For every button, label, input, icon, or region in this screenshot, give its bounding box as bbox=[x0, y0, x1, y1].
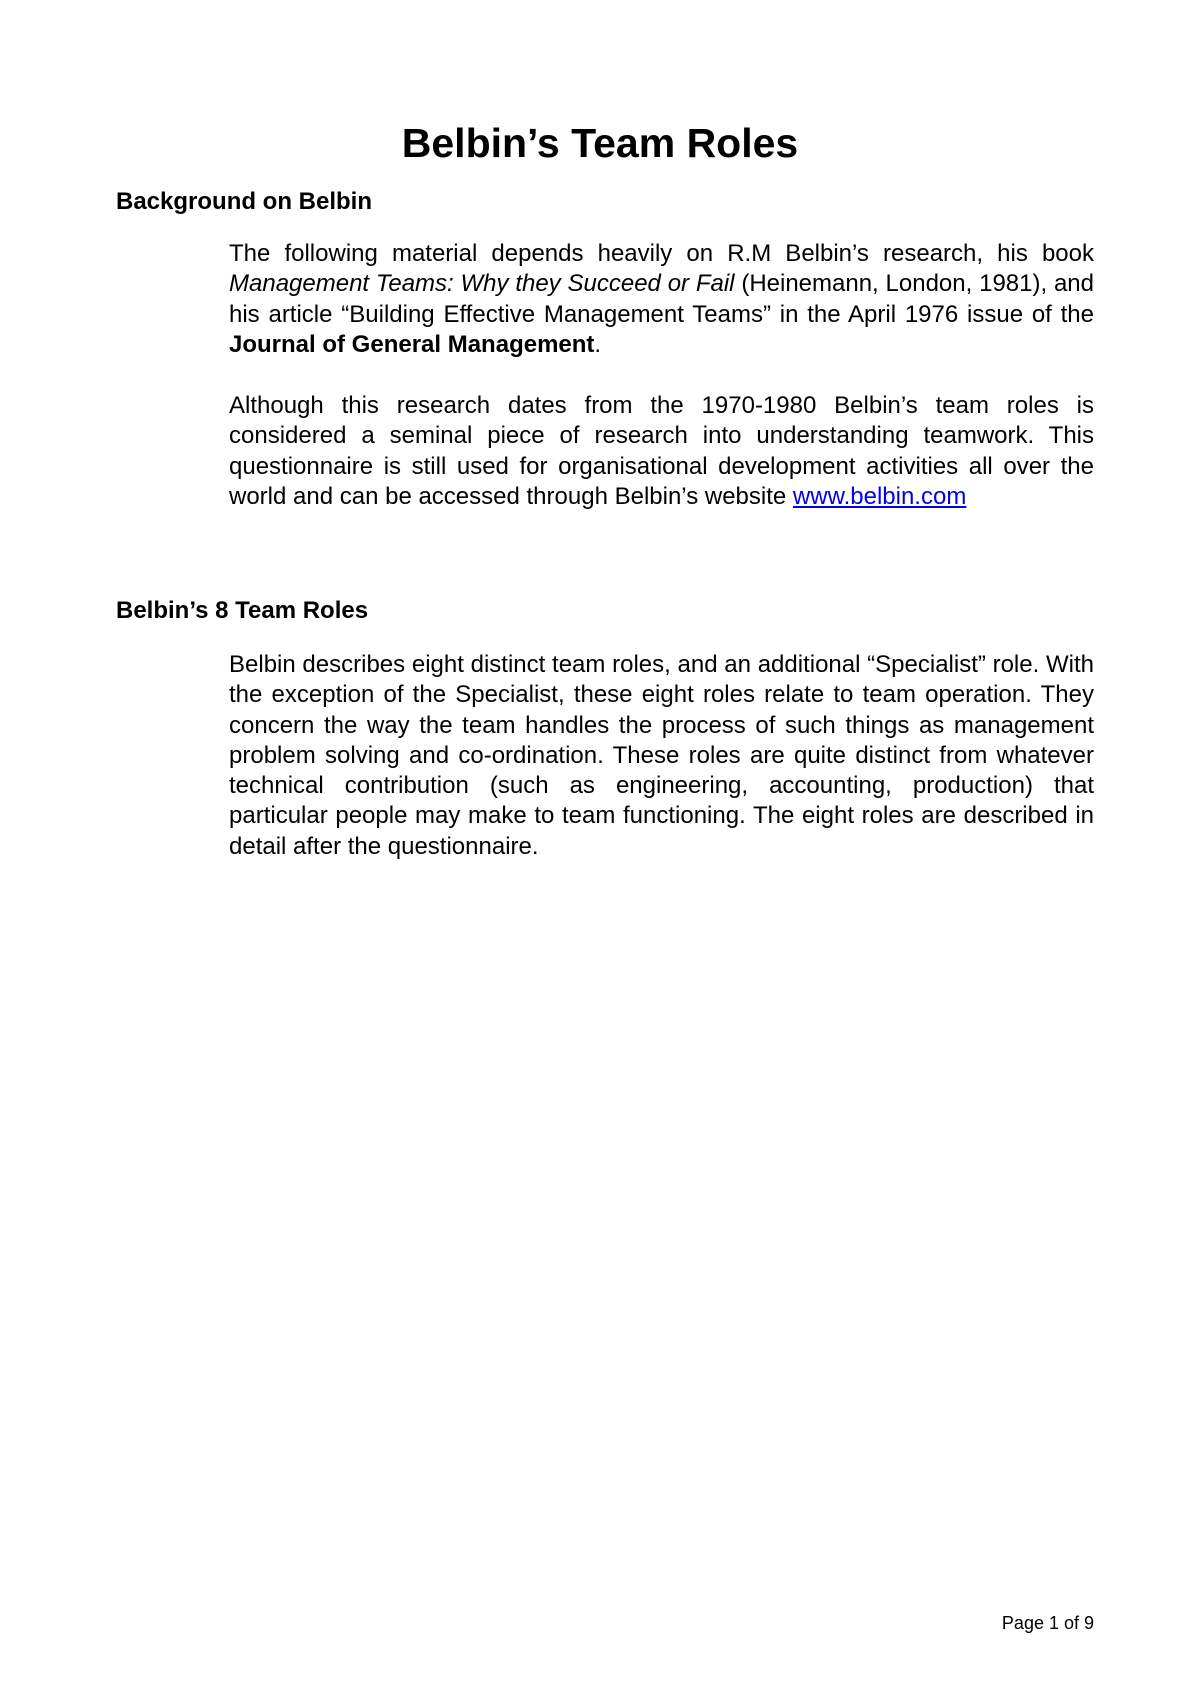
paragraph-text: Although this research dates from the 1970-1980 Belbin’s team roles is considered a seminal piece of research into understanding teamwork. This questionnaire is still used for organisational development activities all over the world and can be accessed through Belbin’s website bbox=[229, 392, 1094, 510]
paragraph-text: (Heinemann, London, 1981), and his article “Building Effective Management Teams” in the April 1976 issue of the bbox=[229, 270, 1094, 328]
paragraph-text: . bbox=[594, 330, 602, 358]
paragraph-background-sources bbox=[229, 239, 1094, 360]
paragraph-team-roles bbox=[229, 650, 1094, 862]
section-heading-background: Background on Belbin bbox=[116, 188, 373, 215]
belbin-website-link[interactable]: www.belbin.com bbox=[792, 482, 967, 510]
section-heading-team-roles: Belbin’s 8 Team Roles bbox=[116, 597, 369, 624]
page-number: Page 1 of 9 bbox=[1001, 1613, 1094, 1633]
book-title: Management Teams: Why they Succeed or Fail bbox=[229, 270, 735, 298]
page-title: Belbin’s Team Roles bbox=[401, 120, 799, 166]
paragraph-background-research bbox=[229, 391, 1094, 512]
journal-name: Journal of General Management bbox=[229, 330, 595, 358]
paragraph-text: Belbin describes eight distinct team roles, and an additional “Specialist” role. With the exception of the Specialist, these eight roles relate to team operation. They concern the way the team handles the process of such things as management problem solving and co-ordination. These roles are quite distinct from whatever technical contribution (such as engineering, accounting, production) that particular people may make to team functioning. The eight roles are described in detail after the questionnaire. bbox=[229, 651, 1094, 860]
paragraph-text: The following material depends heavily on R.M Belbin’s research, his book bbox=[229, 240, 1094, 267]
